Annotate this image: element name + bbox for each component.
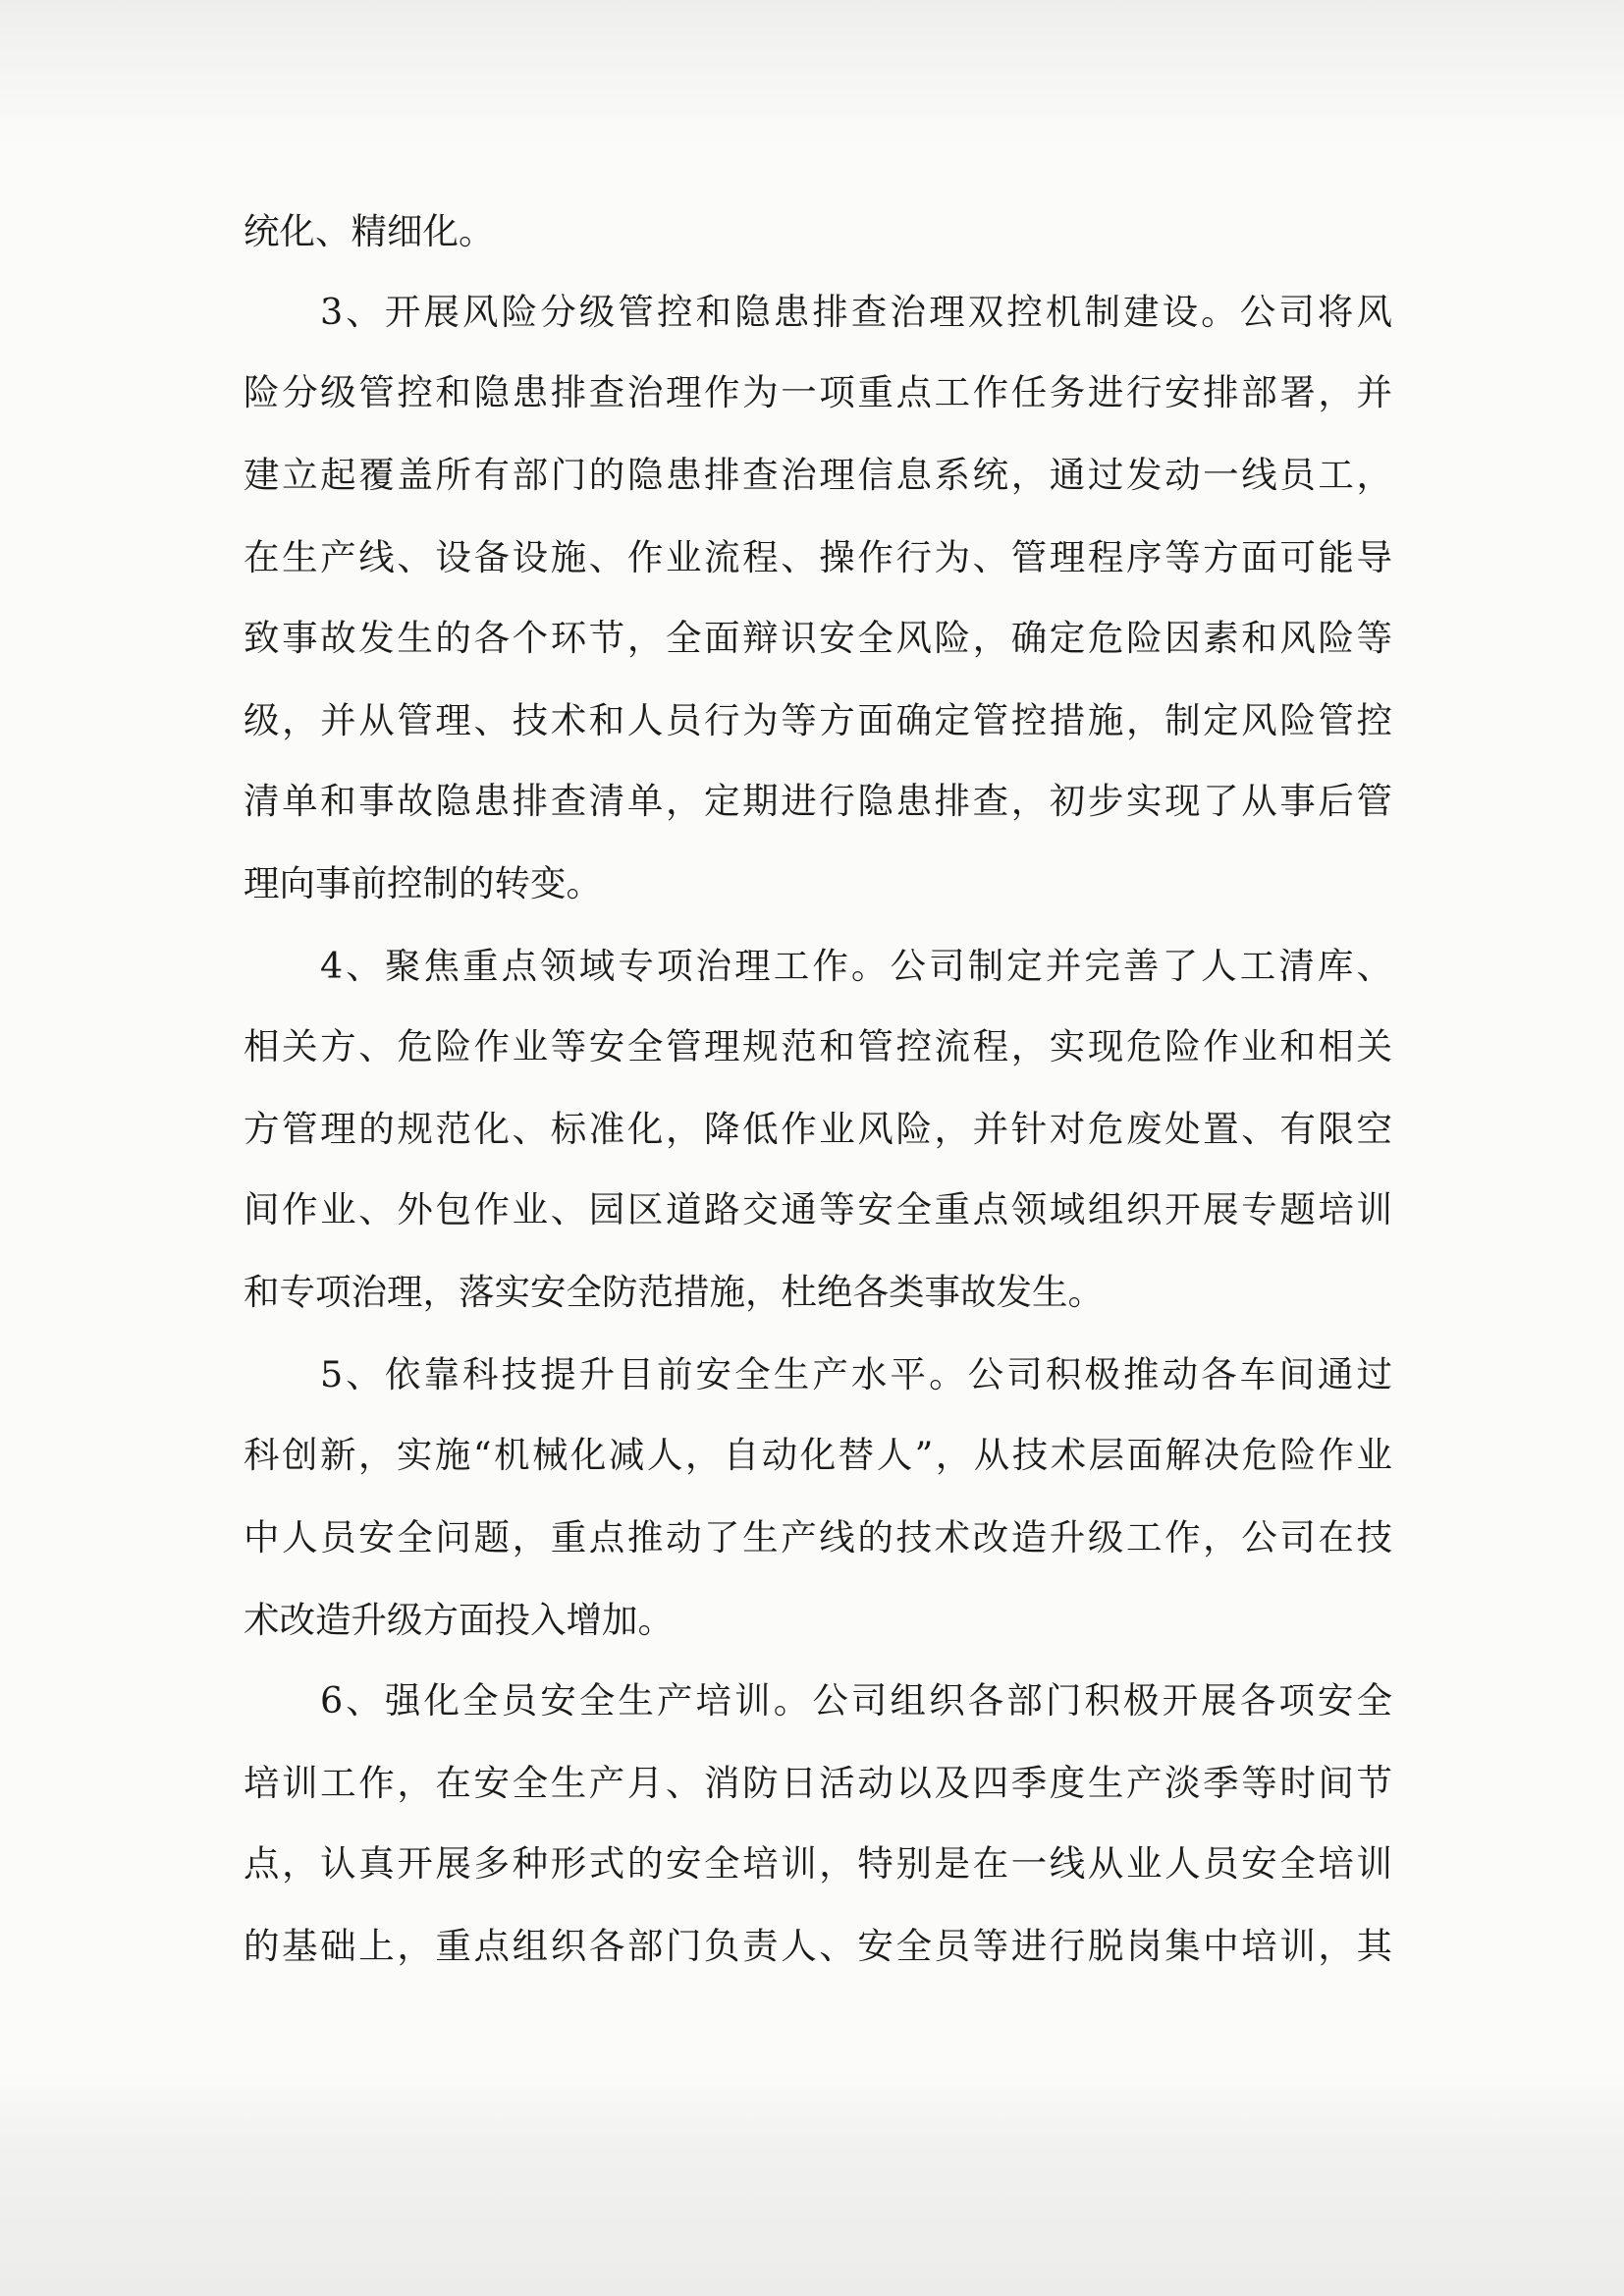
text-line: 清单和事故隐患排查清单，定期进行隐患排查，初步实现了从事后管 bbox=[244, 780, 1392, 822]
paragraph-6-heading-line: 6、强化全员安全生产培训。公司组织各部门积极开展各项安全 bbox=[320, 1679, 1392, 1722]
text-line: 相关方、危险作业等安全管理规范和管控流程，实现危险作业和相关 bbox=[244, 1025, 1392, 1067]
text-line: 险分级管控和隐患排查治理作为一项重点工作任务进行安排部署，并 bbox=[244, 371, 1392, 413]
paragraph-3-heading-line: 3、开展风险分级管控和隐患排查治理双控机制建设。公司将风 bbox=[320, 291, 1392, 333]
text-line: 统化、精细化。 bbox=[244, 210, 495, 252]
text-line: 致事故发生的各个环节，全面辩识安全风险，确定危险因素和风险等 bbox=[244, 617, 1392, 659]
text-line: 间作业、外包作业、园区道路交通等安全重点领域组织开展专题培训 bbox=[244, 1188, 1392, 1230]
paragraph-4-heading-line: 4、聚焦重点领域专项治理工作。公司制定并完善了人工清库、 bbox=[320, 945, 1392, 987]
text-line: 建立起覆盖所有部门的隐患排查治理信息系统，通过发动一线员工， bbox=[244, 454, 1392, 496]
text-line: 科创新，实施“机械化减人，自动化替人”，从技术层面解决危险作业 bbox=[244, 1434, 1392, 1476]
text-line: 方管理的规范化、标准化，降低作业风险，并针对危废处置、有限空 bbox=[244, 1108, 1392, 1150]
paragraph-5-heading-line: 5、依靠科技提升目前安全生产水平。公司积极推动各车间通过 bbox=[320, 1353, 1392, 1395]
text-line: 中人员安全问题，重点推动了生产线的技术改造升级工作，公司在技 bbox=[244, 1516, 1392, 1558]
text-line: 在生产线、设备设施、作业流程、操作行为、管理程序等方面可能导 bbox=[244, 536, 1392, 578]
text-line: 点，认真开展多种形式的安全培训，特别是在一线从业人员安全培训 bbox=[244, 1842, 1392, 1885]
text-line: 和专项治理，落实安全防范措施，杜绝各类事故发生。 bbox=[244, 1271, 1104, 1313]
text-line: 术改造升级方面投入增加。 bbox=[244, 1599, 674, 1641]
text-line: 级，并从管理、技术和人员行为等方面确定管控措施，制定风险管控 bbox=[244, 699, 1392, 741]
text-line: 培训工作，在安全生产月、消防日活动以及四季度生产淡季等时间节 bbox=[244, 1762, 1392, 1804]
text-line: 理向事前控制的转变。 bbox=[244, 862, 602, 904]
text-line: 的基础上，重点组织各部门负责人、安全员等进行脱岗集中培训，其 bbox=[244, 1925, 1392, 1967]
